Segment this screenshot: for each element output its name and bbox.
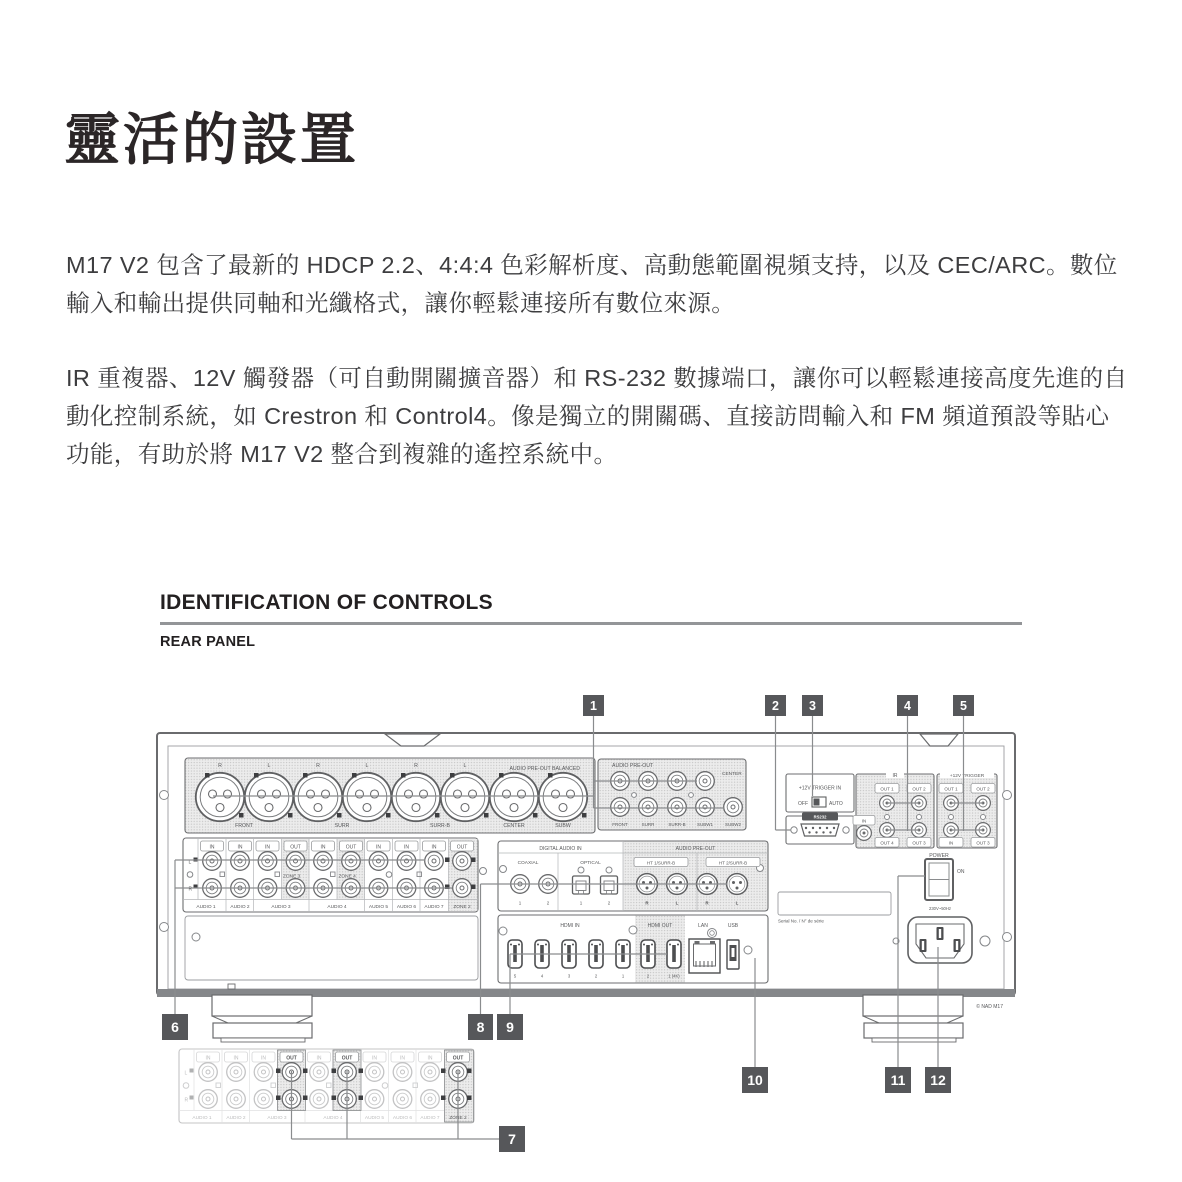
page-title: 靈活的設置 [64, 108, 359, 171]
hdmi-num: 1 [621, 973, 625, 979]
audio-header: IN [376, 844, 381, 851]
coax-num: 2 [546, 900, 550, 906]
xlr-channel-label: L [267, 763, 271, 769]
screw-icon [1003, 791, 1012, 800]
preout-group-label: SUBW2 [724, 822, 742, 827]
preout-group-label: SURR [641, 822, 655, 827]
trigger-out1-label: OUT 1 [944, 786, 958, 792]
hdmi-out-title: HDMI OUT [647, 923, 673, 929]
audio-header: IN [404, 844, 409, 851]
hdmi-num: 1 (4K) [668, 973, 680, 979]
trigger-title: +12V TRIGGER [949, 774, 985, 779]
audio-header: IN [431, 844, 437, 851]
hdmi-num: 5 [513, 973, 517, 979]
preout-group-label: SURR-B [668, 822, 686, 827]
zone4-out-header: OUT [341, 1055, 353, 1062]
xlr-jack [490, 773, 538, 821]
audio-io-section [183, 838, 478, 912]
callout-8: 8 [476, 1019, 485, 1035]
paragraph-control: IR 重複器、12V 觸發器（可自動開關擴音器）和 RS-232 數據端口，讓你可以輕鬆連接高度先進的自動化控制系統，如 Crestron 和 Control4。像是獨立的開關碼、直接訪問輸入和 FM 頻道預設等貼心功能，有助於將 M17 V2 整合到複雜的遙控系統中。 [66, 365, 1128, 467]
rs232-box [786, 813, 854, 845]
ir-out1-label: OUT 1 [880, 786, 894, 792]
trigger-in-auto-label: AUTO [829, 801, 843, 807]
audio-footer: AUDIO 6 [396, 905, 417, 910]
ir-in-jack [857, 826, 872, 841]
screw-icon [160, 923, 169, 932]
screw-icon [980, 936, 990, 946]
usb-port [727, 940, 739, 969]
audio-left-label: L [188, 859, 192, 866]
serial-label: Serial No. / N° de série [778, 918, 824, 924]
audio-header: IN [320, 844, 326, 851]
hdmi-num: 4 [540, 973, 544, 979]
rs232-label: RS232 [813, 814, 827, 820]
trigger-in-box [786, 774, 854, 812]
hdmi-num: 2 [594, 973, 598, 979]
ir-out4-label: OUT 4 [880, 840, 894, 846]
hdmi-in-title: HDMI IN [560, 923, 580, 929]
audio-header: IN [265, 844, 270, 851]
audio-header: OUT [456, 844, 468, 851]
xlr-jack [294, 773, 342, 821]
callout-3: 3 [809, 699, 816, 713]
xlr-channel-label: L [463, 763, 467, 769]
xlr-group-label: SUBW [555, 823, 571, 829]
audio-footer: AUDIO 4 [327, 905, 347, 910]
power-on-label: ON [957, 869, 965, 875]
coax-num: 1 [518, 900, 522, 906]
power-title: POWER [929, 853, 949, 859]
section-heading: IDENTIFICATION OF CONTROLS [160, 591, 1022, 625]
audio-footer: AUDIO 7 [424, 905, 444, 910]
audio-right-label: R [188, 886, 193, 893]
trigger-in-off-label: OFF [798, 801, 808, 807]
xlr-group-label: CENTER [503, 823, 525, 829]
trigger-in-switch [812, 797, 826, 807]
ir-out2-label: OUT 2 [912, 786, 926, 792]
xlr-channel-label: L [365, 763, 369, 769]
preout-group-label: FRONT [612, 822, 628, 827]
callout-2: 2 [772, 699, 779, 713]
ir-in-label: IN [861, 818, 867, 824]
power-switch [925, 859, 953, 900]
trigger-in-title: +12V TRIGGER IN [798, 785, 842, 792]
zone3-label: ZONE 3 [283, 874, 301, 880]
xlr-section-title: AUDIO PRE-OUT BALANCED [509, 766, 580, 772]
paragraph-features: M17 V2 包含了最新的 HDCP 2.2、4:4:4 色彩解析度、高動態範圍視頻支持，以及 CEC/ARC。數位輸入和輸出提供同軸和光纖格式，讓你輕鬆連接所有數位來源。 [66, 252, 1118, 316]
callout-1: 1 [590, 699, 597, 713]
copyright-text: © NAD M17 [976, 1004, 1003, 1010]
zone2-footer: ZONE 2 [449, 1116, 467, 1121]
optical-label: OPTICAL [580, 861, 601, 866]
callout-9: 9 [506, 1019, 514, 1035]
trigger-section [937, 770, 997, 848]
audio-header: OUT [345, 844, 357, 851]
ir-section [853, 770, 934, 848]
optical-num: 2 [607, 900, 611, 906]
screw-icon [160, 791, 169, 800]
subsection-heading: REAR PANEL [160, 634, 256, 650]
ht-channel: L [675, 900, 679, 906]
hdmi-num: 3 [567, 973, 571, 979]
zone4-label: ZONE 4 [338, 874, 356, 880]
audio-header: OUT [290, 844, 301, 851]
optical-port [601, 876, 618, 894]
callout-10: 10 [747, 1072, 763, 1088]
coaxial-label: COAXIAL [517, 861, 539, 866]
ht1-label: HT 1/SURR-B [646, 860, 676, 866]
ht-channel: L [735, 900, 739, 906]
lan-label: LAN [698, 923, 708, 929]
callout-6: 6 [171, 1019, 179, 1035]
callout-7: 7 [508, 1131, 516, 1147]
audio-footer: AUDIO 3 [271, 905, 291, 910]
xlr-jack [245, 773, 293, 821]
rs232-port [801, 824, 839, 836]
hdmi-out-port [667, 940, 681, 968]
ht-channel: R [705, 900, 709, 906]
ht2-label: HT 2/SURR-B [718, 860, 748, 866]
audio-preout-section [598, 759, 746, 830]
preout-title: AUDIO PRE-OUT [612, 763, 654, 769]
ir-title: IR [892, 773, 898, 779]
optical-num: 1 [579, 900, 583, 906]
audio-zoom-fragment [179, 1049, 474, 1123]
lan-port [689, 939, 720, 973]
ht-preout-title: AUDIO PRE-OUT [675, 846, 716, 852]
callout-5: 5 [960, 699, 967, 713]
xlr-group-label: SURR-B [430, 823, 450, 829]
xlr-jack [196, 773, 244, 821]
voltage-label: 230V~50Hz [928, 906, 952, 911]
zone3-out-header: OUT [286, 1055, 297, 1062]
zone2-out-header: OUT [452, 1055, 464, 1062]
preout-group-label: SUBW1 [696, 822, 714, 827]
xlr-jack [343, 773, 391, 821]
ht-channel: R [645, 900, 649, 906]
audio-header: IN [237, 844, 243, 851]
xlr-channel-label: R [414, 763, 418, 769]
optical-port [573, 876, 590, 894]
xlr-jack [539, 773, 587, 821]
ir-out3-label: OUT 3 [912, 840, 926, 846]
trigger-out2-label: OUT 2 [976, 786, 990, 792]
xlr-channel-label: R [218, 763, 222, 769]
xlr-jack [441, 773, 489, 821]
usb-label: USB [727, 923, 739, 929]
rear-panel-diagram [150, 685, 1062, 1182]
preout-center-label: CENTER [722, 772, 742, 777]
callout-11: 11 [890, 1072, 906, 1088]
xlr-group-label: FRONT [235, 823, 253, 829]
foot-right [863, 995, 963, 1042]
foot-left [212, 995, 312, 1042]
screw-icon [480, 868, 487, 875]
digital-in-title: DIGITAL AUDIO IN [539, 846, 582, 852]
xlr-channel-label: R [316, 763, 320, 769]
trigger-in-label: IN [948, 840, 954, 846]
audio-footer: AUDIO 1 [196, 905, 216, 910]
audio-footer: ZONE 2 [453, 905, 471, 910]
hdmi-num: 2 [646, 973, 650, 979]
screw-icon [1003, 933, 1012, 942]
audio-footer: AUDIO 2 [230, 905, 250, 910]
xlr-group-label: SURR [334, 823, 350, 829]
trigger-out3-label: OUT 3 [976, 840, 990, 846]
xlr-jack [392, 773, 440, 821]
audio-header: IN [209, 844, 215, 851]
ht-jack [727, 874, 748, 895]
callout-12: 12 [930, 1072, 946, 1088]
ac-inlet [908, 917, 972, 963]
callout-4: 4 [904, 699, 911, 713]
audio-footer: AUDIO 5 [368, 905, 389, 910]
